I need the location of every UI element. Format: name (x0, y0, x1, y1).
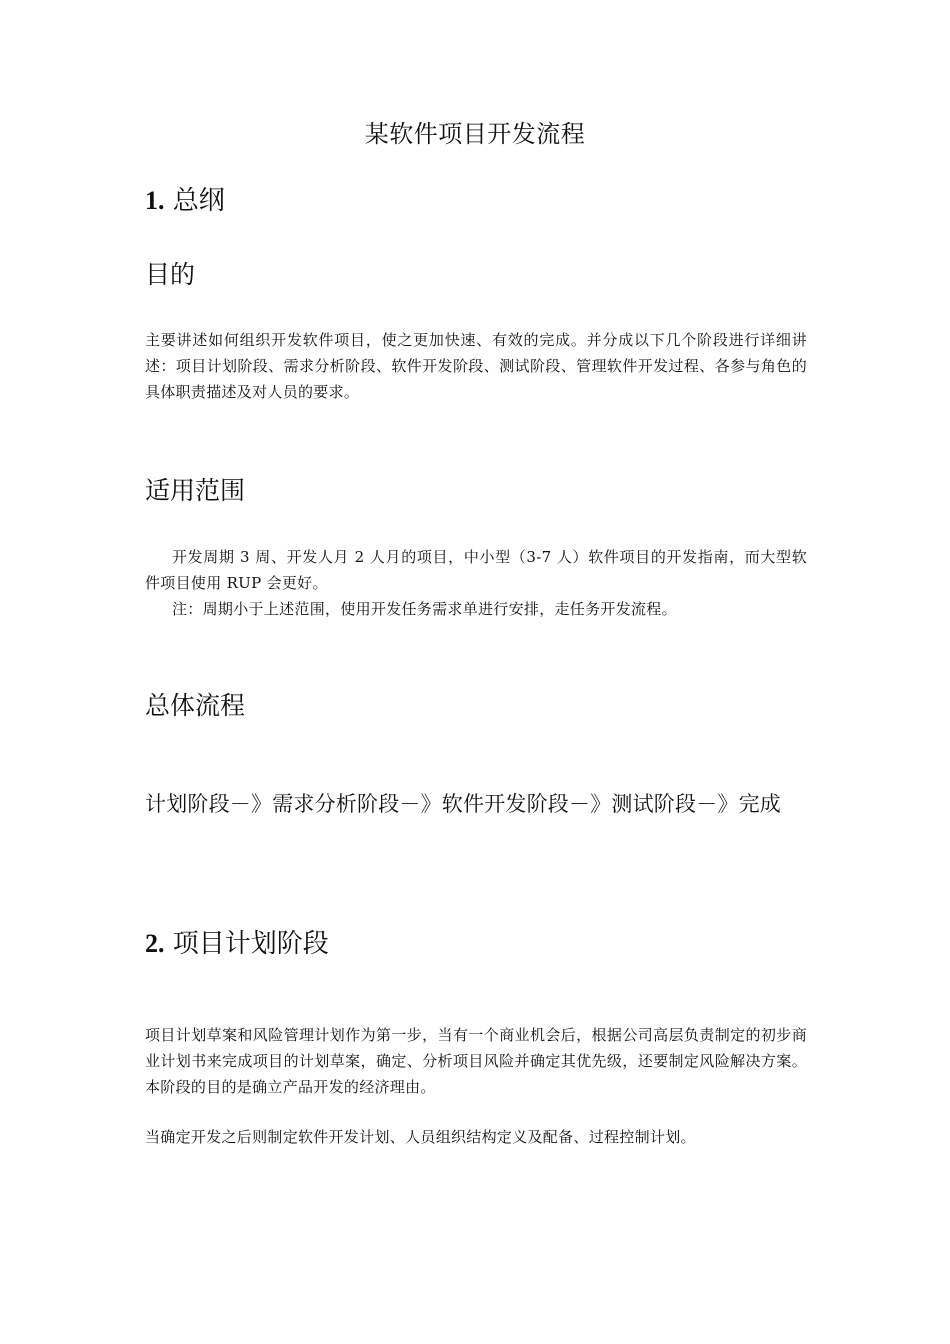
overall-flow-heading: 总体流程 (145, 691, 246, 720)
overall-flow-text: 计划阶段－》需求分析阶段－》软件开发阶段－》测试阶段－》完成 (145, 792, 781, 816)
section-1-heading (145, 184, 805, 218)
purpose-heading: 目的 (145, 260, 196, 289)
document-title: 某软件项目开发流程 (364, 120, 586, 148)
scope-note: 注：周期小于上述范围，使用开发任务需求单进行安排，走任务开发流程。 (172, 600, 677, 618)
purpose-paragraph: 主要讲述如何组织开发软件项目，使之更加快速、有效的完成。并分成以下几个阶段进行详细讲述：项目计划阶段、需求分析阶段、软件开发阶段、测试阶段、管理软件开发过程、各参与角色的具体职责描述及对人员的要求。 (145, 331, 807, 401)
section-2-number: 2. (145, 929, 165, 958)
plan-paragraph-2: 当确定开发之后则制定软件开发计划、人员组织结构定义及配备、过程控制计划。 (145, 1128, 696, 1146)
scope-paragraph: 开发周期 3 周、开发人月 2 人月的项目，中小型（3-7 人）软件项目的开发指南，而大型软件项目使用 RUP 会更好。 (145, 548, 807, 592)
plan-paragraph-1: 项目计划草案和风险管理计划作为第一步，当有一个商业机会后，根据公司高层负责制定的初步商业计划书来完成项目的计划草案，确定、分析项目风险并确定其优先级，还要制定风险解决方案。本阶段的目的是确立产品开发的经济理由。 (145, 1026, 807, 1096)
scope-heading: 适用范围 (145, 476, 246, 505)
section-1-number: 1. (145, 186, 165, 215)
section-2-title: 项目计划阶段 (172, 929, 329, 959)
section-2-heading (145, 927, 805, 961)
section-1-title: 总纲 (172, 186, 225, 216)
